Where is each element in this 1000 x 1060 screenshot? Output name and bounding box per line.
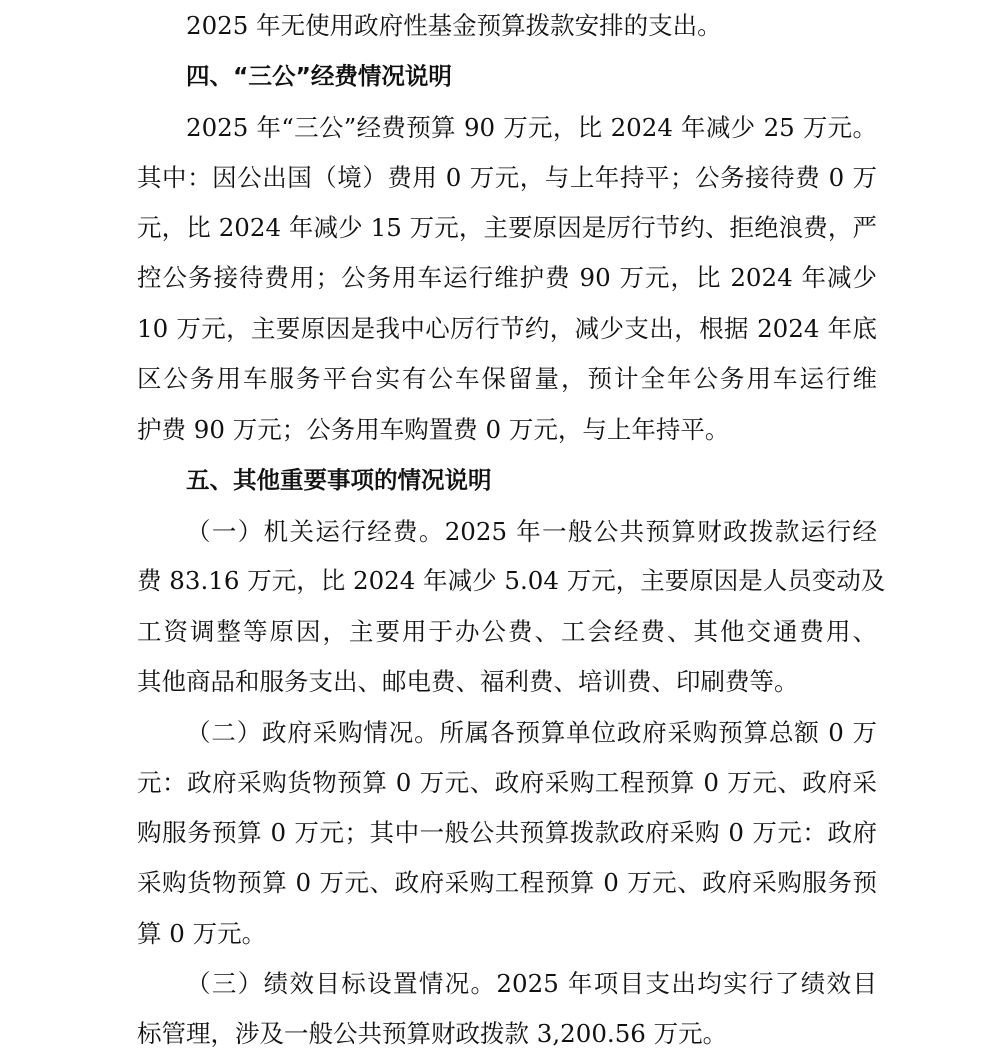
text-line: 控公务接待费用；公务用车运行维护费 90 万元，比 2024 年减少 (137, 263, 877, 292)
text-line: （一）机关运行经费。2025 年一般公共预算财政拨款运行经 (186, 517, 877, 546)
text-line: 费 83.16 万元，比 2024 年减少 5.04 万元，主要原因是人员变动及 (137, 566, 886, 595)
text-line: 采购货物预算 0 万元、政府采购工程预算 0 万元、政府采购服务预 (137, 868, 877, 897)
text-line: 购服务预算 0 万元；其中一般公共预算拨款政府采购 0 万元：政府 (137, 818, 877, 847)
text-line: 护费 90 万元；公务用车购置费 0 万元，与上年持平。 (137, 415, 730, 444)
text-line: 工资调整等原因，主要用于办公费、工会经费、其他交通费用、 (137, 617, 877, 646)
text-line: 元：政府采购货物预算 0 万元、政府采购工程预算 0 万元、政府采 (137, 768, 877, 797)
text-line: 区公务用车服务平台实有公车保留量，预计全年公务用车运行维 (137, 364, 877, 393)
text-line: 2025 年无使用政府性基金预算拨款安排的支出。 (186, 11, 722, 40)
text-line: （三）绩效目标设置情况。2025 年项目支出均实行了绩效目 (186, 969, 877, 998)
text-line: 其他商品和服务支出、邮电费、福利费、培训费、印刷费等。 (137, 667, 799, 696)
text-line: 标管理，涉及一般公共预算财政拨款 3,200.56 万元。 (137, 1019, 728, 1048)
text-line: 元，比 2024 年减少 15 万元，主要原因是厉行节约、拒绝浪费，严 (137, 213, 877, 242)
section-heading-five: 五、其他重要事项的情况说明 (186, 466, 492, 494)
section-heading-four: 四、“三公”经费情况说明 (186, 62, 452, 90)
text-line: （二）政府采购情况。所属各预算单位政府采购预算总额 0 万 (186, 718, 877, 747)
text-line: 2025 年“三公”经费预算 90 万元，比 2024 年减少 25 万元。 (186, 113, 877, 142)
text-line: 10 万元，主要原因是我中心厉行节约，减少支出，根据 2024 年底 (137, 314, 877, 343)
text-line: 其中：因公出国（境）费用 0 万元，与上年持平；公务接待费 0 万 (137, 163, 877, 192)
text-line: 算 0 万元。 (137, 919, 267, 948)
